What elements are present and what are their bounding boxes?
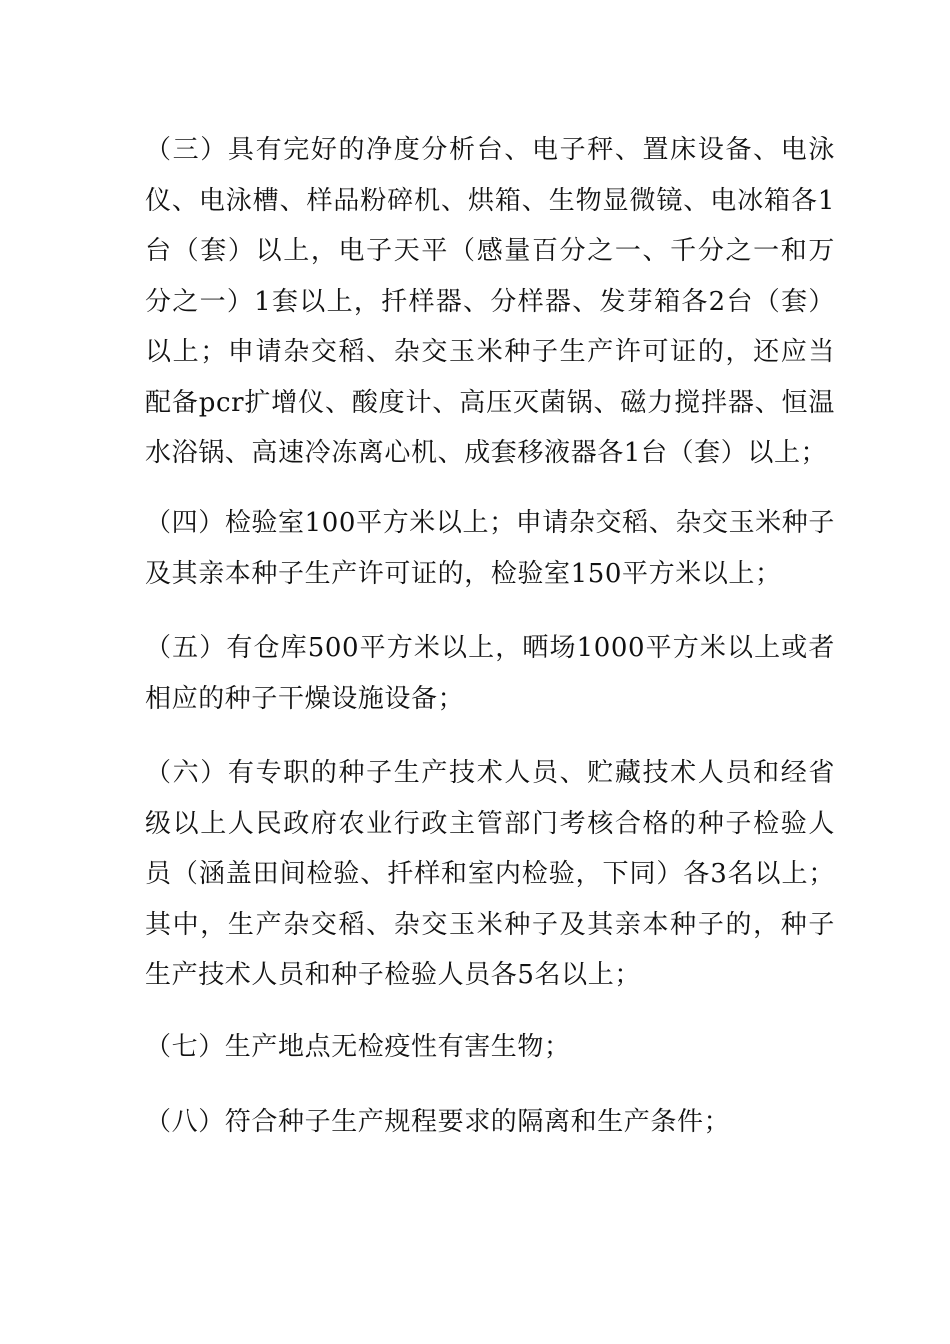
paragraph-8-isolation: （八）符合种子生产规程要求的隔离和生产条件；: [145, 1107, 731, 1137]
paragraph-5-warehouse: （五）有仓库500平方米以上，晒场1000平方米以上或者相应的种子干燥设施设备；: [145, 633, 835, 714]
paragraph-4-lab-area: （四）检验室100平方米以上；申请杂交稻、杂交玉米种子及其亲本种子生产许可证的，检验室150平方米以上；: [145, 508, 835, 589]
paragraph-6-personnel: （六）有专职的种子生产技术人员、贮藏技术人员和经省级以上人民政府农业行政主管部门考核合格的种子检验人员（涵盖田间检验、扦样和室内检验，下同）各3名以上；其中，生产杂交稻、杂交玉米种子及其亲本种子的，种子生产技术人员和种子检验人员各5名以上；: [145, 758, 835, 990]
paragraph-3-equipment: （三）具有完好的净度分析台、电子秤、置床设备、电泳仪、电泳槽、样品粉碎机、烘箱、生物显微镜、电冰箱各1台（套）以上，电子天平（感量百分之一、千分之一和万分之一）1套以上，扦样器、分样器、发芽箱各2台（套）以上；申请杂交稻、杂交玉米种子生产许可证的，还应当配备pcr扩增仪、酸度计、高压灭菌锅、磁力搅拌器、恒温水浴锅、高速冷冻离心机、成套移液器各1台（套）以上；: [145, 135, 835, 468]
paragraph-7-quarantine: （七）生产地点无检疫性有害生物；: [145, 1032, 571, 1062]
